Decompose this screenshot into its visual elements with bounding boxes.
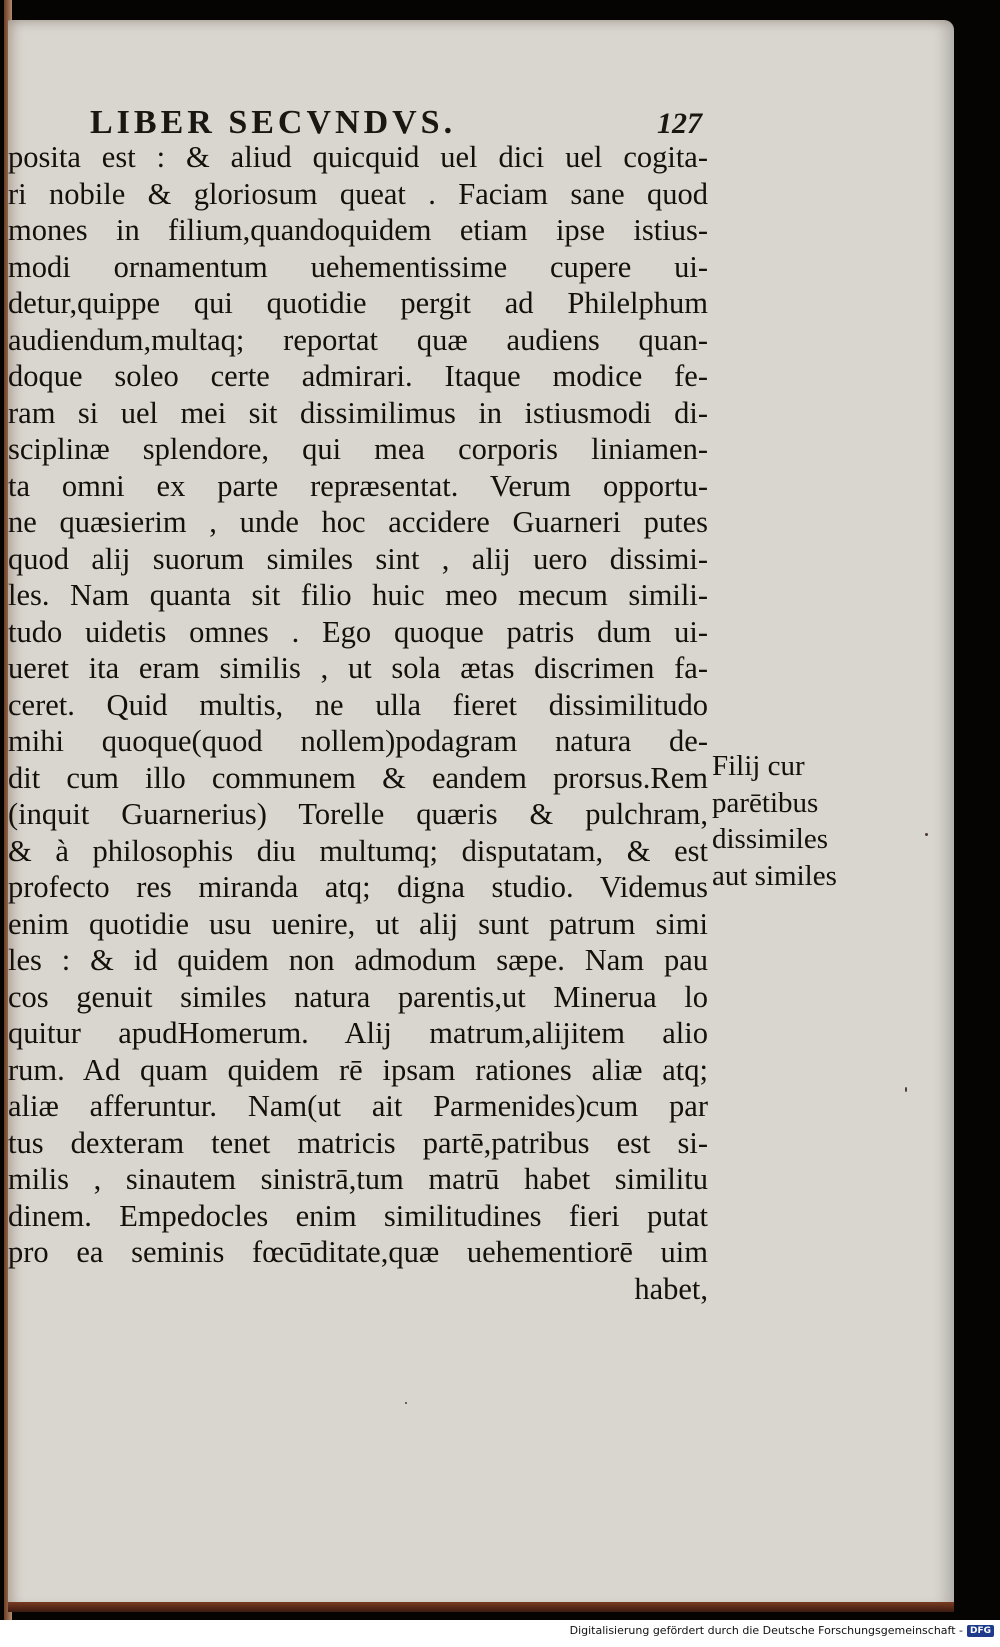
text-line: sciplinæ splendore, qui mea corporis liniamen- (8, 432, 708, 466)
digitization-credit (570, 1624, 994, 1637)
text-line: & à philosophis diu multumq; disputatam, & est (8, 833, 708, 868)
text-line: ta omni ex parte repræsentat. Verum opportu- (8, 468, 708, 503)
text-line: cos genuit similes natura parentis,ut Minerua lo (8, 979, 708, 1014)
text-line: ri nobile & gloriosum queat . Faciam sane quod (8, 176, 708, 211)
marginal-note-line: aut similes (712, 859, 837, 892)
text-line: dinem. Empedocles enim similitudines fieri putat (8, 1198, 708, 1233)
body-text (8, 139, 708, 1307)
text-line: les. Nam quanta sit filio huic meo mecum simili- (8, 578, 708, 612)
paper-speck (925, 833, 928, 836)
marginal-note-line: Filij cur (712, 750, 805, 782)
text-line: milis , sinautem sinistrā,tum matrū habet similitu (8, 1162, 708, 1196)
text-line: detur,quippe qui quotidie pergit ad Philelphum (8, 286, 708, 320)
text-line: pro ea seminis fœcūditate,quæ uehementiorē uim (8, 1235, 708, 1269)
catchword-line: habet, (634, 1271, 708, 1306)
marginal-note (712, 748, 872, 894)
text-line: ne quæsierim , unde hoc accidere Guarneri putes (8, 505, 708, 539)
page-number: 127 (657, 107, 702, 140)
text-line: aliæ afferuntur. Nam(ut ait Parmenides)cum par (8, 1089, 708, 1123)
text-line: enim quotidie usu uenire, ut alij sunt patrum simi (8, 906, 708, 941)
text-line: modi ornamentum uehementissime cupere ui- (8, 249, 708, 284)
text-line: tus dexteram tenet matricis partē,patribus est si- (8, 1125, 708, 1160)
text-line: dit cum illo communem & eandem prorsus.Rem (8, 760, 708, 795)
marginal-note-line: dissimiles (712, 823, 829, 855)
text-line: ueret ita eram similis , ut sola ætas discrimen fa- (8, 651, 708, 685)
running-title: LIBER SECVNDVS. (90, 104, 457, 141)
text-line: mones in filium,quandoquidem etiam ipse istius- (8, 213, 708, 247)
paper-speck (405, 1402, 407, 1404)
page-bottom-edge (8, 1602, 954, 1612)
text-line: quod alij suorum similes sint , alij uero dissimi- (8, 541, 708, 576)
text-line: tudo uidetis omnes . Ego quoque patris dum ui- (8, 614, 708, 649)
text-line: audiendum,multaq; reportat quæ audiens quan- (8, 322, 708, 357)
text-line: ceret. Quid multis, ne ulla fieret dissimilitudo (8, 687, 708, 722)
text-line: profecto res miranda atq; digna studio. Videmus (8, 870, 708, 904)
text-line: ram si uel mei sit dissimilimus in istiusmodi di- (8, 395, 708, 430)
text-line: mihi quoque(quod nollem)podagram natura de- (8, 724, 708, 758)
text-line: doque soleo certe admirari. Itaque modice fe- (8, 359, 708, 393)
text-line: (inquit Guarnerius) Torelle quæris & pulchram, (8, 797, 708, 831)
text-line: rum. Ad quam quidem rē ipsam rationes aliæ atq; (8, 1052, 708, 1087)
dfg-logo: DFG (967, 1625, 994, 1637)
text-line: les : & id quidem non admodum sæpe. Nam pau (8, 943, 708, 977)
paper-speck (905, 1087, 907, 1092)
marginal-note-line: parētibus (712, 786, 819, 819)
running-head (90, 104, 710, 144)
credit-text: Digitalisierung gefördert durch die Deutsche Forschungsgemeinschaft - (569, 1624, 963, 1637)
text-line: quitur apudHomerum. Alij matrum,alijitem alio (8, 1016, 708, 1050)
text-line: posita est : & aliud quicquid uel dici uel cogita- (8, 140, 708, 174)
